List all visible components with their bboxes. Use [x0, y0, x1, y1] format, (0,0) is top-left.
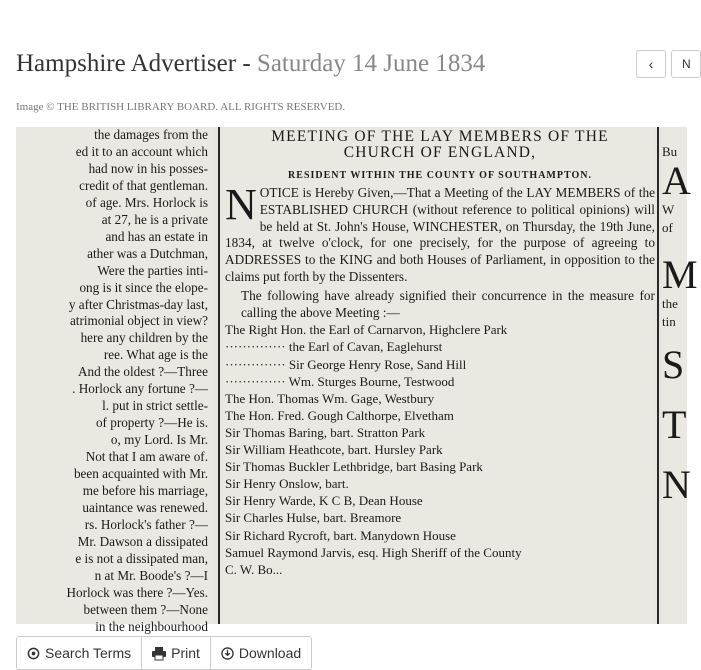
scan-text-fragment: N: [662, 462, 691, 507]
scan-text-line: e is not a dissipated man,: [75, 550, 208, 566]
scan-text-line: between them ?—None: [83, 601, 208, 617]
scan-text-line: Horlock was there ?—Yes.: [66, 584, 208, 600]
viewer-toolbar: [16, 636, 312, 670]
scan-text-line: here any children by the: [80, 330, 208, 346]
meeting-heading-line2: CHURCH OF ENGLAND,: [343, 144, 537, 161]
scan-text-line: atrimonial object in view?: [69, 313, 208, 329]
scan-text-line: ed it to an account which: [75, 143, 208, 159]
name-line: Sir William Heathcote, bart. Hursley Park: [225, 442, 443, 458]
scan-text-line: l. put in strict settle-: [102, 398, 208, 414]
scan-text-line: ather was a Dutchman,: [87, 245, 208, 261]
name-line: Sir Henry Warde, K C B, Dean House: [225, 493, 423, 509]
scan-right-column: [662, 127, 698, 624]
name-line: The Right Hon. the Earl of Carnarvon, Highclere Park: [225, 322, 508, 338]
title-separator: -: [236, 50, 257, 77]
download-icon: [221, 647, 234, 660]
scan-text-line: the damages from the: [94, 127, 208, 142]
scan-text-line: at 27, he is a private: [101, 211, 208, 227]
scan-text-line: credit of that gentleman.: [79, 177, 208, 193]
scan-text-fragment: the: [662, 296, 678, 311]
meeting-heading: MEETING OF THE LAY MEMBERS OF THE: [271, 128, 609, 145]
print-button[interactable]: [142, 637, 211, 669]
scan-text-fragment: of: [662, 220, 673, 235]
scan-text-fragment: M: [662, 252, 698, 297]
previous-page-button[interactable]: [636, 50, 666, 78]
printer-icon: [152, 647, 166, 660]
scan-text-line: in the neighbourhood: [95, 618, 208, 634]
name-line: Sir Thomas Buckler Lethbridge, bart Basing Park: [225, 459, 483, 475]
search-terms-label: Search Terms: [45, 645, 132, 661]
scan-text-fragment: T: [662, 402, 687, 447]
newspaper-image-viewer[interactable]: [16, 127, 698, 634]
scan-text-line: me before his marriage,: [82, 483, 208, 499]
download-label: Download: [238, 645, 302, 661]
scan-text-line: And the oldest ?—Three: [77, 364, 208, 380]
chevron-left-icon: ‹: [648, 56, 654, 72]
concurrence-intro: The following have already signified their concurrence in the measure for calling the above Meeting :—: [241, 287, 655, 320]
search-icon: [27, 647, 40, 660]
name-line: C. W. Bo...: [225, 561, 283, 577]
page-title: [16, 50, 485, 78]
scan-text-line: ree. What age is the: [103, 347, 208, 363]
scan-text-line: and has an estate in: [105, 228, 208, 244]
scan-text-fragment: A: [662, 158, 691, 203]
scan-text-line: y after Christmas-day last,: [68, 296, 208, 312]
name-line: The Hon. Fred. Gough Calthorpe, Elvetham: [225, 407, 454, 423]
scan-text-line: of property ?—He is.: [95, 415, 208, 431]
scan-main-column: [223, 127, 655, 624]
name-line: Samuel Raymond Jarvis, esq. High Sheriff of the County: [225, 544, 522, 560]
scan-text-line: n at Mr. Boode's ?—I: [94, 567, 208, 583]
column-rule: [657, 127, 659, 624]
scan-text-fragment: W: [662, 202, 675, 217]
scan-text-line: of age. Mrs. Horlock is: [85, 194, 208, 210]
scan-text-line: Were the parties inti-: [97, 262, 208, 278]
scan-text-line: uaintance was renewed.: [82, 499, 208, 515]
search-terms-button[interactable]: [17, 637, 142, 669]
name-line: Sir Thomas Baring, bart. Stratton Park: [225, 424, 426, 440]
name-line: Sir Richard Rycroft, bart. Manydown House: [225, 527, 456, 543]
name-line: Sir Charles Hulse, bart. Breamore: [225, 510, 402, 526]
scan-text-line: been acquainted with Mr.: [73, 466, 208, 482]
scan-text-fragment: tin: [662, 314, 676, 329]
copyright-notice: Image © THE BRITISH LIBRARY BOARD. ALL RIGHTS RESERVED.: [16, 101, 346, 113]
next-button-label: N: [682, 57, 691, 71]
publication-name: Hampshire Advertiser: [16, 50, 237, 77]
name-line: The Hon. Thomas Wm. Gage, Westbury: [225, 390, 435, 406]
column-rule: [218, 127, 220, 624]
scan-text-line: Mr. Dawson a dissipated: [77, 533, 208, 549]
name-line: ·············· the Earl of Cavan, Eaglehurst: [225, 339, 443, 355]
scan-text-line: . Horlock any fortune ?—: [72, 381, 208, 397]
name-line: Sir Henry Onslow, bart.: [225, 476, 349, 492]
download-button[interactable]: [211, 637, 311, 669]
scan-text-line: o, my Lord. Is Mr.: [110, 432, 208, 448]
next-page-button[interactable]: [671, 50, 701, 78]
scan-left-column: [16, 127, 214, 634]
scan-text-line: Not that I am aware of.: [85, 449, 208, 465]
name-line: ·············· Wm. Sturges Bourne, Testwood: [225, 373, 455, 389]
scan-text-line: ong is it since the elope-: [79, 279, 208, 295]
notice-dropcap: N: [225, 180, 257, 229]
name-line: ·············· Sir George Henry Rose, Sand Hill: [225, 356, 467, 372]
print-label: Print: [171, 645, 200, 661]
meeting-subheading: RESIDENT WITHIN THE COUNTY OF SOUTHAMPTON.: [288, 170, 592, 181]
scan-text-line: rs. Horlock's father ?—: [84, 516, 208, 532]
scan-text-fragment: Bu: [662, 144, 678, 159]
scan-text-line: had now in his posses-: [88, 160, 208, 176]
issue-date: Saturday 14 June 1834: [256, 50, 486, 77]
notice-paragraph: [225, 180, 655, 286]
scan-text-fragment: S: [662, 342, 685, 387]
notice-text: OTICE is Hereby Given,—That a Meeting of the LAY MEMBERS of the ESTABLISHED CHURCH (without reference to political opinions) will be held at St. John's House, WINCHESTER, on Thursday, the 19th June, 1834, at twelve o'clock, for one precisely, for the purpose of agreeing to ADDRESSES to the KING and both Houses of Parliament, in opposition to the claims put forth by the Dissenters.: [225, 185, 655, 284]
